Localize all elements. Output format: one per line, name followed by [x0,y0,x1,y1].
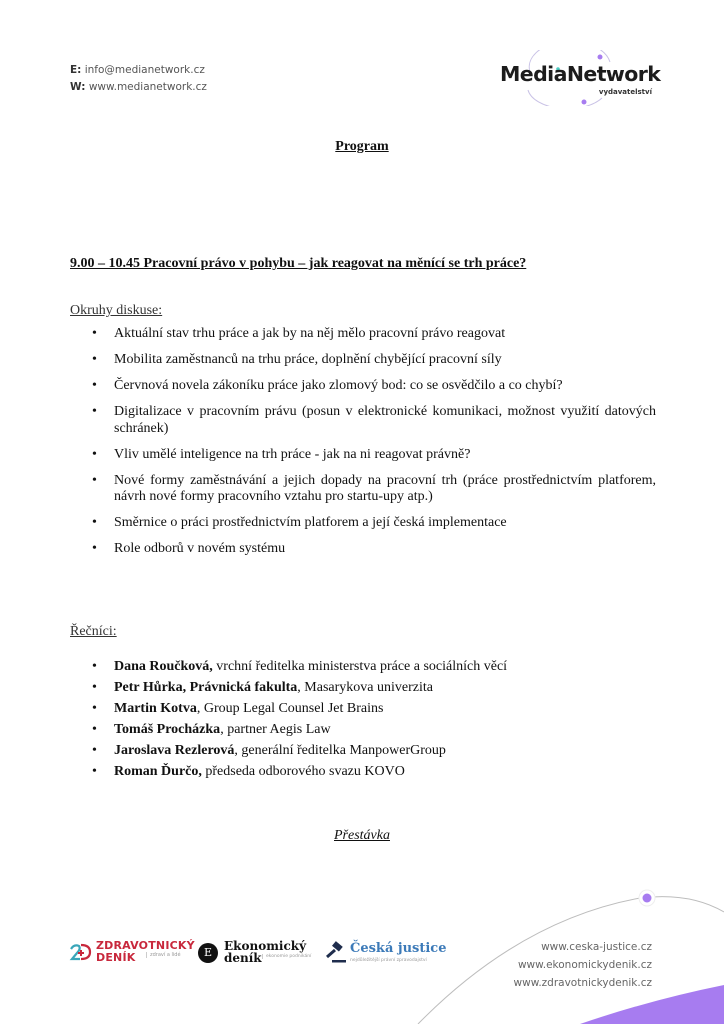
logo-name: MediaNetwork [500,62,661,86]
speaker-name: Dana Roučková, [114,659,213,674]
session-heading: 9.00 – 10.45 Pracovní právo v pohybu – jak reagovat na měnící se trh práce? [70,256,527,271]
topic-item: • Digitalizace v pracovním právu (posun v elektronické komunikaci, možnost využití datových schránek) [70,404,656,437]
logo-subtitle: vydavatelství [598,88,652,96]
topic-item: • Nové formy zaměstnávání a jejich dopady na pracovní trh (práce prostřednictvím platforem, návrh nové formy pracovního vztahu pro startu-upy atp.) [70,473,656,506]
cj-tagline: nejdůležitější právní zpravodajství [350,958,427,963]
topics-label: Okruhy diskuse: [70,303,163,318]
web-link[interactable]: www.medianetwork.cz [88,81,207,93]
zd-line1: ZDRAVOTNICKÝ [96,939,195,952]
footer-sites [514,938,652,992]
cj-name: Česká justice [350,941,447,956]
zd-logo-icon [68,941,94,965]
ed-tagline: ekonomie podnikání [262,954,311,959]
email-link[interactable]: info@medianetwork.cz [84,64,205,76]
site-link[interactable]: www.zdravotnickydenik.cz [513,977,652,989]
site-link[interactable]: www.ekonomickydenik.cz [517,959,652,971]
break-label: Přestávka [334,828,390,843]
topic-item: • Směrnice o práci prostřednictvím platforem a její česká implementace [70,515,656,532]
speaker-name: Tomáš Procházka [114,722,221,737]
topic-item: • Role odborů v novém systému [70,541,656,558]
speaker-name: Petr Hůrka, Právnická fakulta [114,680,298,695]
speaker-role: , generální ředitelka ManpowerGroup [234,743,446,758]
speaker-name: Jaroslava Rezlerová [114,743,235,758]
site-link[interactable]: www.ceska-justice.cz [541,941,652,953]
ed-line1: Ekonomický [224,939,307,953]
speakers-label: Řečníci: [70,624,117,639]
speaker-name: Martin Kotva [114,701,197,716]
speaker-name: Roman Ďurčo, [114,764,202,779]
topic-item: • Aktuální stav trhu práce a jak by na něj mělo pracovní právo reagovat [70,326,656,343]
zd-tagline: zdraví a lidé [146,952,181,958]
gavel-icon [324,941,348,965]
page-title: Program [335,139,389,154]
speaker-role: , Group Legal Counsel Jet Brains [196,701,384,716]
email-line: E: info@medianetwork.cz [70,64,205,76]
topic-item: • Mobilita zaměstnanců na trhu práce, doplnění chybějící pracovní síly [70,352,656,369]
speaker-role: , partner Aegis Law [220,722,331,737]
speaker-role: , Masarykova univerzita [297,680,433,695]
ed-logo-icon: E [198,943,218,963]
speaker-role: předseda odborového svazu KOVO [201,764,405,779]
web-line: W: www.medianetwork.cz [70,81,207,93]
ed-line2: deník [224,951,262,965]
speaker-role: vrchní ředitelka ministerstva práce a sociálních věcí [212,659,508,674]
topic-item: • Červnová novela zákoníku práce jako zlomový bod: co se osvědčilo a co chybí? [70,378,656,395]
topic-item: • Vliv umělé inteligence na trh práce - jak na ni reagovat právně? [70,447,656,464]
zd-line2: DENÍK [96,951,136,964]
